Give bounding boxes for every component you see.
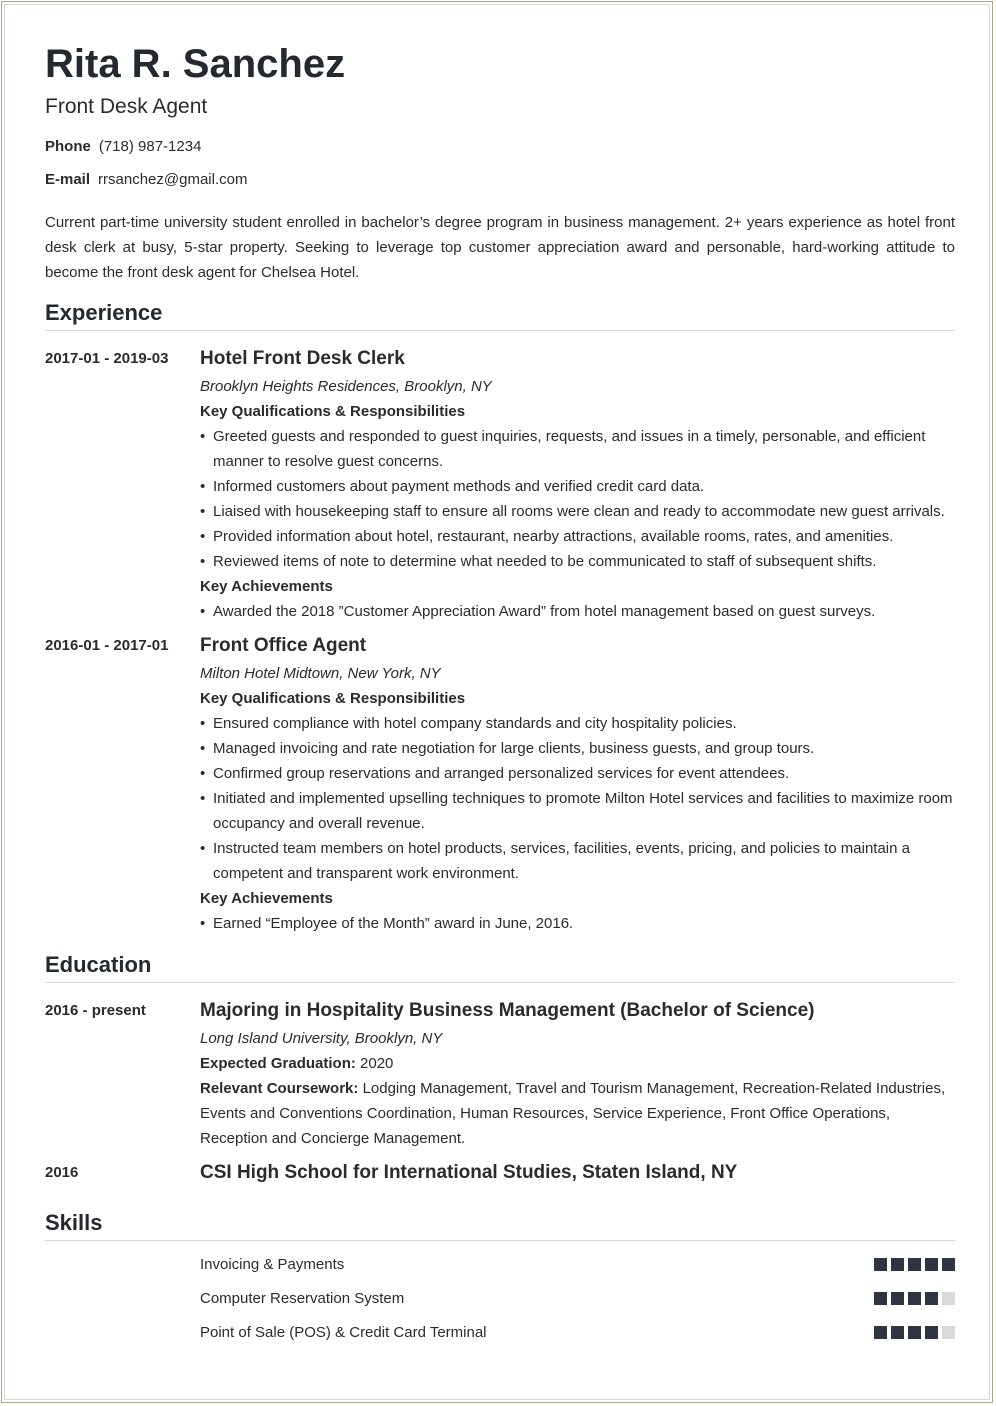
skill-row xyxy=(200,1315,955,1349)
school-org: Long Island University, Brooklyn, NY xyxy=(200,1030,443,1047)
skill-name: Point of Sale (POS) & Credit Card Terminal xyxy=(200,1323,487,1341)
entry-dates: 2017-01 - 2019-03 xyxy=(45,350,169,367)
candidate-name: Rita R. Sanchez xyxy=(45,42,346,86)
skill-level-filled-square xyxy=(925,1258,938,1271)
expected-graduation-value: 2020 xyxy=(360,1055,394,1072)
experience-entry xyxy=(45,633,955,936)
skill-level-rating xyxy=(874,1292,955,1305)
entry-body xyxy=(200,998,955,1151)
skill-level-filled-square xyxy=(891,1292,904,1305)
skill-level-filled-square xyxy=(908,1326,921,1339)
degree-title: Majoring in Hospitality Business Management (Bachelor of Science) xyxy=(200,1000,815,1021)
qualifications-heading: Key Qualifications & Responsibilities xyxy=(200,690,466,707)
list-item: • Ensured compliance with hotel company standards and city hospitality policies. xyxy=(200,711,955,736)
coursework-value: Lodging Management, Travel and Tourism Management, Recreation-Related Industries, Events and Conventions Coordination, Human Resources, Service Experience, Front Office Operations, Reception and Concierge Management. xyxy=(200,1080,946,1147)
achievements-list xyxy=(200,911,955,936)
skill-level-empty-square xyxy=(942,1326,955,1339)
job-org: Brooklyn Heights Residences, Brooklyn, NY xyxy=(200,378,492,395)
list-item: • Initiated and implemented upselling techniques to promote Milton Hotel services and facilities to maximize room occupancy and overall revenue. xyxy=(200,786,955,836)
skill-level-filled-square xyxy=(925,1326,938,1339)
skill-level-rating xyxy=(874,1326,955,1339)
resume-page xyxy=(1,1,993,1403)
phone-row xyxy=(45,137,955,157)
education-entry xyxy=(45,1160,955,1188)
qualifications-list xyxy=(200,424,955,574)
job-title: Front Office Agent xyxy=(200,635,367,656)
qualifications-list xyxy=(200,711,955,886)
skill-level-rating xyxy=(874,1258,955,1271)
skills-list xyxy=(45,1247,955,1349)
experience-heading: Experience xyxy=(45,299,955,331)
list-item: • Liaised with housekeeping staff to ensure all rooms were clean and ready to accommodate new guest arrivals. xyxy=(200,499,955,524)
skill-level-filled-square xyxy=(908,1292,921,1305)
entry-dates: 2016 - present xyxy=(45,1002,146,1019)
list-item: • Provided information about hotel, restaurant, nearby attractions, available rooms, rates, and amenities. xyxy=(200,524,955,549)
list-item: • Greeted guests and responded to guest inquiries, requests, and issues in a timely, personable, and efficient manner to resolve guest concerns. xyxy=(200,424,955,474)
entry-body xyxy=(200,1160,955,1188)
coursework-label: Relevant Coursework: xyxy=(200,1080,359,1097)
list-item: • Instructed team members on hotel products, services, facilities, events, pricing, and policies to maintain a competent and transparent work environment. xyxy=(200,836,955,886)
skill-level-filled-square xyxy=(874,1258,887,1271)
entry-dates: 2016-01 - 2017-01 xyxy=(45,637,169,654)
list-item: • Informed customers about payment methods and verified credit card data. xyxy=(200,474,955,499)
resume-content xyxy=(45,40,955,1349)
candidate-title: Front Desk Agent xyxy=(45,95,208,118)
education-entry xyxy=(45,998,955,1151)
education-heading: Education xyxy=(45,951,955,983)
phone-value: (718) 987-1234 xyxy=(98,138,202,155)
skills-heading: Skills xyxy=(45,1209,955,1241)
achievements-heading: Key Achievements xyxy=(200,890,333,907)
skill-level-filled-square xyxy=(942,1258,955,1271)
achievements-list xyxy=(200,599,955,624)
entry-dates: 2016 xyxy=(45,1164,79,1181)
skill-level-filled-square xyxy=(874,1326,887,1339)
job-org: Milton Hotel Midtown, New York, NY xyxy=(200,665,441,682)
skill-level-filled-square xyxy=(891,1258,904,1271)
email-label: E-mail xyxy=(45,171,91,188)
skill-level-filled-square xyxy=(874,1292,887,1305)
phone-label: Phone xyxy=(45,138,91,155)
email-value: rrsanchez@gmail.com xyxy=(98,171,248,188)
skill-level-empty-square xyxy=(942,1292,955,1305)
list-item: • Awarded the 2018 ”Customer Appreciation Award” from hotel management based on guest surveys. xyxy=(200,599,955,624)
entry-body xyxy=(200,346,955,624)
job-title: Hotel Front Desk Clerk xyxy=(200,348,405,369)
skill-row xyxy=(200,1281,955,1315)
list-item: • Reviewed items of note to determine what needed to be communicated to staff of subsequent shifts. xyxy=(200,549,955,574)
email-row xyxy=(45,170,955,190)
expected-graduation xyxy=(200,1051,955,1076)
school-title: CSI High School for International Studies, Staten Island, NY xyxy=(200,1162,738,1183)
skill-name: Invoicing & Payments xyxy=(200,1255,345,1273)
skill-level-filled-square xyxy=(925,1292,938,1305)
achievements-heading: Key Achievements xyxy=(200,578,333,595)
list-item: • Managed invoicing and rate negotiation for large clients, business guests, and group tours. xyxy=(200,736,955,761)
skill-level-filled-square xyxy=(908,1258,921,1271)
skill-name: Computer Reservation System xyxy=(200,1289,405,1307)
skill-row xyxy=(200,1247,955,1281)
list-item: • Confirmed group reservations and arranged personalized services for event attendees. xyxy=(200,761,955,786)
qualifications-heading: Key Qualifications & Responsibilities xyxy=(200,403,466,420)
expected-graduation-label: Expected Graduation: xyxy=(200,1055,356,1072)
skill-level-filled-square xyxy=(891,1326,904,1339)
experience-entry xyxy=(45,346,955,624)
summary: Current part-time university student enrolled in bachelor’s degree program in business management. 2+ years experience as hotel front desk clerk at busy, 5-star property. Seeking to leverage top customer appreciation award and personable, hard-working attitude to become the front desk agent for Chelsea Hotel. xyxy=(45,214,955,281)
list-item: • Earned “Employee of the Month” award in June, 2016. xyxy=(200,911,955,936)
relevant-coursework xyxy=(200,1076,955,1151)
entry-body xyxy=(200,633,955,936)
